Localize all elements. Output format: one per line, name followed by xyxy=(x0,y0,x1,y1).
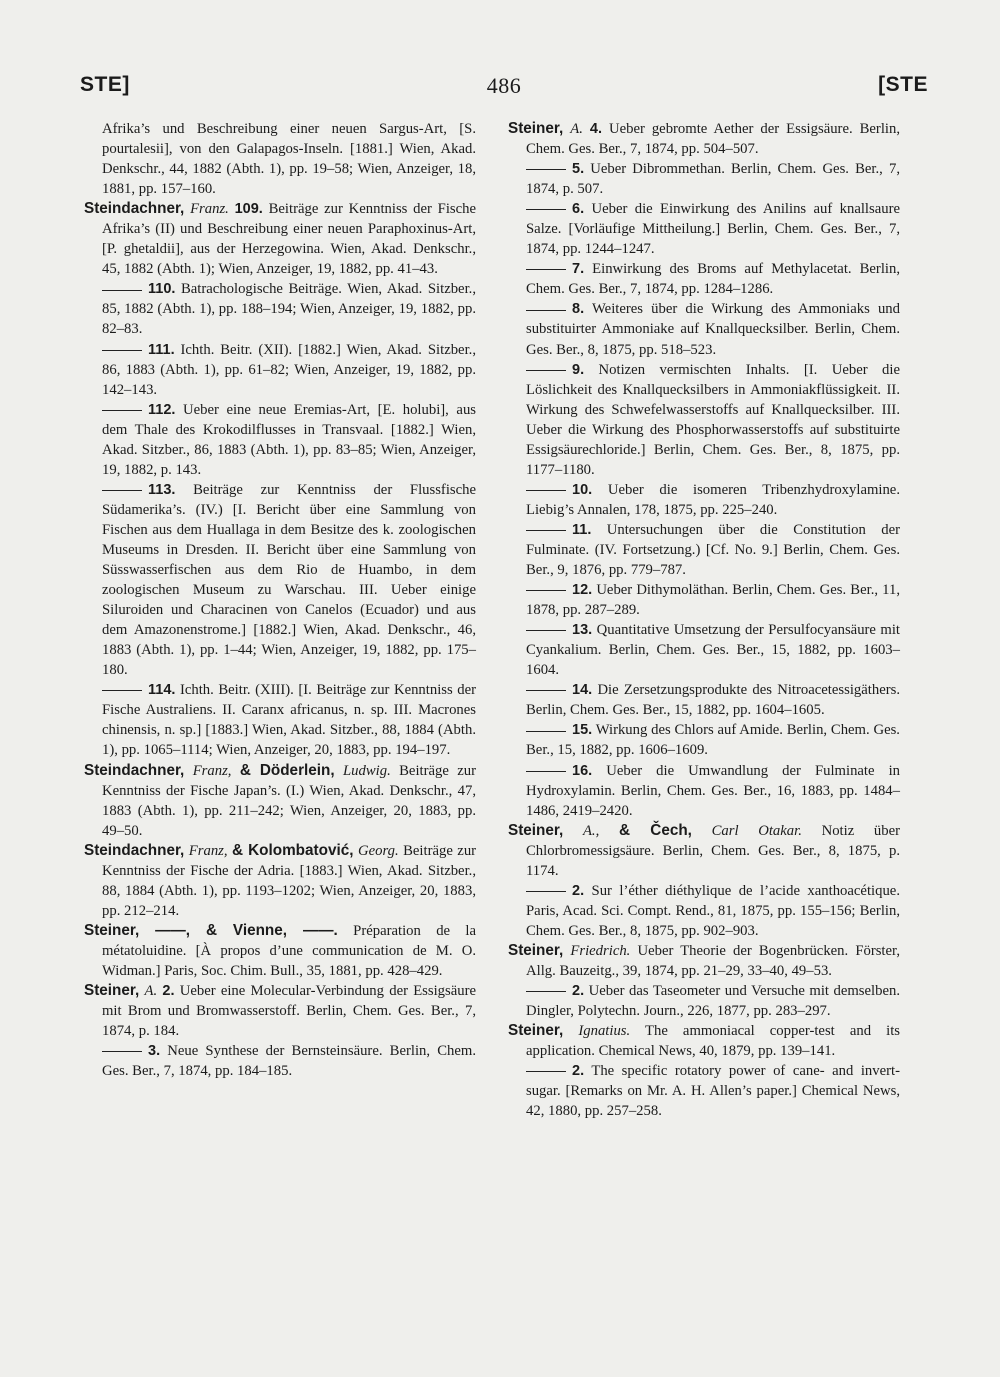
sub-entry xyxy=(508,720,900,760)
author-given-name: A., xyxy=(582,822,600,839)
repeat-dash xyxy=(526,590,566,591)
author-entry xyxy=(84,981,476,1041)
sub-entry xyxy=(508,761,900,821)
author-name: Steiner, xyxy=(508,821,564,839)
repeat-dash xyxy=(102,690,142,691)
entry-number: 10. xyxy=(572,481,593,498)
entry-text: Beiträge zur Kenntniss der Flussfische Südamerika’s. (IV.) [I. Bericht über eine Sammlung von Fischen aus dem Huallaga in dem Besitze des k. zoologischen Museums in Dresden. II. Bericht über eine Sammlung von Süsswasserfischen aus dem Rio de Huambo, in dem zoologischen Museum zu Warschau. III. Ueber einige Siluroiden und Characinen von Canelos (Ecuador) und aus dem Amazonenstrome.] [1882.] Wien, Akad. Denkschr., 46, 1883 (Abth. 1), pp. 1–44; Wien, Anzeiger, 19, 1882, pp. 175–180. xyxy=(102,481,477,679)
entry-text: Notiz über Chlorbromessigsäure. Berlin, Chem. Ges. Ber., 8, 1875, p. 1174. xyxy=(526,822,901,879)
repeat-dash xyxy=(526,690,566,691)
repeat-dash xyxy=(102,290,142,291)
entry-number: 14. xyxy=(572,682,593,699)
author-name: Steiner, xyxy=(508,120,564,137)
continued-entry xyxy=(84,119,476,199)
entry-text: Untersuchungen über die Constitution der Fulminate. (IV. Fortsetzung.) [Cf. No. 9.] Berlin, Chem. Ges. Ber., 9, 1876, pp. 779–787. xyxy=(526,521,900,579)
author-entry xyxy=(508,941,900,981)
entry-number: 6. xyxy=(572,201,585,218)
entry-text: Batrachologische Beiträge. Wien, Akad. Sitzber., 85, 1882 (Abth. 1), pp. 188–194; Wien, Anzeiger, 19, 1882, pp. 82–83. xyxy=(102,281,476,338)
right-column xyxy=(508,119,900,1121)
entry-text: Ueber Theorie der Bogenbrücken. Förster, Allg. Bauzeitg., 39, 1874, pp. 21–29, 33–40, 49–53. xyxy=(526,942,901,979)
entry-text: The ammoniacal copper-test and its application. Chemical News, 40, 1879, pp. 139–141. xyxy=(526,1023,900,1060)
page-header xyxy=(80,73,928,103)
entry-number: 110. xyxy=(148,281,176,298)
repeat-dash xyxy=(526,370,566,371)
sub-entry xyxy=(84,480,476,680)
entry-number: 111. xyxy=(148,341,175,358)
author-entry xyxy=(84,199,476,279)
coauthor-name: & Döderlein, xyxy=(239,761,335,779)
entry-number: 13. xyxy=(572,622,593,639)
author-given-name: Ignatius. xyxy=(578,1023,631,1040)
entry-text: Ichth. Beitr. (XII). [1882.] Wien, Akad. Sitzber., 86, 1883 (Abth. 1), pp. 61–82; Wien, Anzeiger, 19, 1882, pp. 142–143. xyxy=(102,341,477,398)
sub-entry xyxy=(508,1061,900,1121)
repeat-dash xyxy=(526,991,566,992)
entry-number: 16. xyxy=(572,762,593,779)
coauthor-name: & Kolombatović, xyxy=(232,841,354,859)
entry-number: 109. xyxy=(234,201,263,218)
entry-text: Ueber die Umwandlung der Fulminate in Hydroxylamin. Berlin, Chem. Ges. Ber., 16, 1883, pp. 1484–1486, 2419–2420. xyxy=(526,762,900,819)
entry-number: 3. xyxy=(148,1043,161,1060)
header-left: STE] xyxy=(80,73,130,96)
repeat-dash xyxy=(526,630,566,631)
entry-text: The specific rotatory power of cane- and invert-sugar. [Remarks on Mr. A. H. Allen’s paper.] Chemical News, 42, 1880, pp. 257–258. xyxy=(526,1063,900,1120)
entry-text: Weiteres über die Wirkung des Ammoniaks und substituirter Ammoniake auf Knallquecksilber. Berlin, Chem. Ges. Ber., 8, 1875, pp. 518–523. xyxy=(526,301,900,358)
author-entry xyxy=(84,841,476,921)
entry-text: Die Zersetzungsprodukte des Nitroacetessigäthers. Berlin, Chem. Ges. Ber., 15, 1882, pp. 1604–1605. xyxy=(526,682,900,719)
entry-text: Einwirkung des Broms auf Methylacetat. Berlin, Chem. Ges. Ber., 7, 1874, pp. 1284–1286. xyxy=(526,261,901,298)
entry-text: Ueber die isomeren Tribenzhydroxylamine. Liebig’s Annalen, 178, 1875, pp. 225–240. xyxy=(526,481,900,518)
author-given-name: A. xyxy=(570,121,583,137)
entry-number: 112. xyxy=(148,401,176,418)
author-entry xyxy=(508,821,900,881)
author-given-name: Franz, xyxy=(192,762,232,779)
entry-number: 7. xyxy=(572,261,585,278)
entry-text: Quantitative Umsetzung der Persulfocyansäure mit Cyankalium. Berlin, Chem. Ges. Ber., 15, 1882, pp. 1603–1604. xyxy=(526,622,900,679)
sub-entry xyxy=(508,360,900,480)
repeat-dash xyxy=(526,310,566,311)
header-right: [STE xyxy=(878,73,928,96)
repeat-dash xyxy=(526,771,566,772)
entry-number: 9. xyxy=(572,361,585,378)
author-entry xyxy=(84,761,476,841)
sub-entry xyxy=(508,159,900,199)
entry-number: 113. xyxy=(148,481,176,498)
repeat-dash xyxy=(102,1051,142,1052)
entry-text: Sur l’éther diéthylique de l’acide xanthoacétique. Paris, Acad. Sci. Compt. Rend., 81, 1875, pp. 155–156; Berlin, Chem. Ges. Ber., 8, 1875, pp. 902–903. xyxy=(526,882,900,939)
coauthor-given-name: Carl Otakar. xyxy=(711,822,802,839)
sub-entry xyxy=(508,580,900,620)
sub-entry xyxy=(508,199,900,259)
author-given-name: Franz, xyxy=(188,842,228,859)
entry-number: 2. xyxy=(162,983,175,1000)
author-name: Steiner, ——, & Vienne, ——. xyxy=(84,921,338,939)
sub-entry xyxy=(508,680,900,720)
entry-number: 2. xyxy=(572,1063,585,1080)
repeat-dash xyxy=(526,209,566,210)
sub-entry xyxy=(84,1041,476,1081)
sub-entry xyxy=(508,299,900,359)
entry-text: Notizen vermischten Inhalts. [I. Ueber die Löslichkeit des Knallquecksilbers in Ammoniakflüssigkeit. II. Wirkung des Schwefelwasserstoffs auf Knallquecksilber. III. Ueber die Wirkung des Phosphorwasserstoffs auf substituirte Essigsäurechloride.] Berlin, Chem. Ges. Ber., 8, 1875, pp. 1177–1180. xyxy=(526,361,900,478)
entry-number: 5. xyxy=(572,161,585,178)
left-column xyxy=(84,119,476,1081)
author-name: Steiner, xyxy=(508,941,564,959)
author-name: Steindachner, xyxy=(84,200,185,218)
sub-entry xyxy=(84,400,476,480)
entry-number: 2. xyxy=(572,882,585,899)
entry-text: Ueber Dibrommethan. Berlin, Chem. Ges. Ber., 7, 1874, p. 507. xyxy=(526,161,901,198)
page-number: 486 xyxy=(486,73,522,98)
sub-entry xyxy=(508,480,900,520)
entry-number: 11. xyxy=(572,521,592,538)
entry-number: 114. xyxy=(148,682,176,699)
entry-text: Ueber eine Molecular-Verbindung der Essigsäure mit Brom und Bromwasserstoff. Berlin, Chem. Ges. Ber., 7, 1874, p. 184. xyxy=(102,983,477,1040)
entry-text: Préparation de la métatoluidine. [À propos d’une communication de M. O. Widman.] Paris, Soc. Chim. Bull., 35, 1881, pp. 428–429. xyxy=(102,922,476,979)
repeat-dash xyxy=(526,169,566,170)
author-given-name: Friedrich. xyxy=(570,942,631,959)
sub-entry xyxy=(508,259,900,299)
sub-entry xyxy=(508,881,900,941)
repeat-dash xyxy=(526,530,566,531)
entry-text: Neue Synthese der Bernsteinsäure. Berlin, Chem. Ges. Ber., 7, 1874, pp. 184–185. xyxy=(102,1043,476,1080)
author-name: Steiner, xyxy=(84,982,140,1000)
repeat-dash xyxy=(526,490,566,491)
entry-text: Beiträge zur Kenntniss der Fische Afrika’s (II) und Beschreibung einer neuen Paraphoxinus-Art, [P. ghetaldii], aus der Herzegowina. Wien, Akad. Denkschr., 45, 1882 (Abth. 1); Wien, Anzeiger, 19, 1882, pp. 41–43. xyxy=(102,201,477,278)
entry-text: Wirkung des Chlors auf Amide. Berlin, Chem. Ges. Ber., 15, 1882, pp. 1606–1609. xyxy=(526,722,900,759)
entry-number: 15. xyxy=(572,722,593,739)
entry-text: Ichth. Beitr. (XIII). [I. Beiträge zur Kenntniss der Fische Australiens. II. Caranx africanus, n. sp. III. Macrones chinensis, n. sp.] [1883.] Wien, Akad. Sitzber., 88, 1884 (Abth. 1), pp. 1065–1114; Wien, Anzeiger, 20, 1883, pp. 194–197. xyxy=(102,682,477,759)
sub-entry xyxy=(84,680,476,760)
sub-entry xyxy=(84,340,476,400)
author-given-name: A. xyxy=(144,983,158,1000)
entry-number: 2. xyxy=(572,983,585,1000)
entry-text: Beiträge zur Kenntniss der Fische Japan’s. (I.) Wien, Akad. Denkschr., 47, 1883 (Abth. 1), pp. 211–242; Wien, Anzeiger, 20, 1883, pp. 49–50. xyxy=(102,762,477,839)
entry-text: Ueber eine neue Eremias-Art, [E. holubi], aus dem Thale des Krokodilflusses in Transvaal. [1882.] Wien, Akad. Sitzber., 86, 1883 (Abth. 1), pp. 83–85; Wien, Anzeiger, 19, 1882, p. 143. xyxy=(102,401,476,478)
sub-entry xyxy=(84,279,476,339)
sub-entry xyxy=(508,981,900,1021)
repeat-dash xyxy=(526,891,566,892)
author-entry xyxy=(508,1021,900,1061)
entry-number: 8. xyxy=(572,301,585,318)
repeat-dash xyxy=(102,490,142,491)
author-given-name: Franz. xyxy=(190,201,229,218)
author-name: Steindachner, xyxy=(84,761,185,779)
entry-text: Ueber das Taseometer und Versuche mit demselben. Dingler, Polytechn. Journ., 226, 1877, pp. 283–297. xyxy=(526,983,900,1020)
repeat-dash xyxy=(526,731,566,732)
author-name: Steindachner, xyxy=(84,841,185,859)
coauthor-name: & Čech, xyxy=(618,821,692,839)
repeat-dash xyxy=(526,269,566,270)
repeat-dash xyxy=(526,1071,566,1072)
author-name: Steiner, xyxy=(508,1022,564,1040)
entry-text: Ueber Dithymoläthan. Berlin, Chem. Ges. Ber., 11, 1878, pp. 287–289. xyxy=(526,582,900,619)
entry-number: 4. xyxy=(589,121,602,137)
repeat-dash xyxy=(102,350,142,351)
author-entry xyxy=(508,119,900,159)
entry-number: 12. xyxy=(572,582,593,599)
entry-text: Afrika’s und Beschreibung einer neuen Sargus-Art, [S. pourtalesii], von den Galapagos-Inseln. [1881.] Wien, Akad. Denkschr., 44, 1882 (Abth. 1), pp. 19–58; Wien, Anzeiger, 18, 1881, pp. 157–160. xyxy=(102,121,476,198)
author-entry xyxy=(84,921,476,981)
entry-text: Ueber die Einwirkung des Anilins auf knallsaure Salze. [Vorläufige Mittheilung.] Berlin, Chem. Ges. Ber., 7, 1874, pp. 1244–1247. xyxy=(526,201,900,258)
coauthor-given-name: Ludwig. xyxy=(343,762,391,779)
entry-text: Beiträge zur Kenntniss der Fische der Adria. [1883.] Wien, Akad. Sitzber., 88, 1884 (Abth. 1), pp. 1193–1202; Wien, Anzeiger, 20, 1883, pp. 212–214. xyxy=(102,842,477,919)
coauthor-given-name: Georg. xyxy=(357,842,399,859)
repeat-dash xyxy=(102,410,142,411)
entry-text: Ueber gebromte Aether der Essigsäure. Berlin, Chem. Ges. Ber., 7, 1874, pp. 504–507. xyxy=(526,121,901,158)
sub-entry xyxy=(508,520,900,580)
sub-entry xyxy=(508,620,900,680)
